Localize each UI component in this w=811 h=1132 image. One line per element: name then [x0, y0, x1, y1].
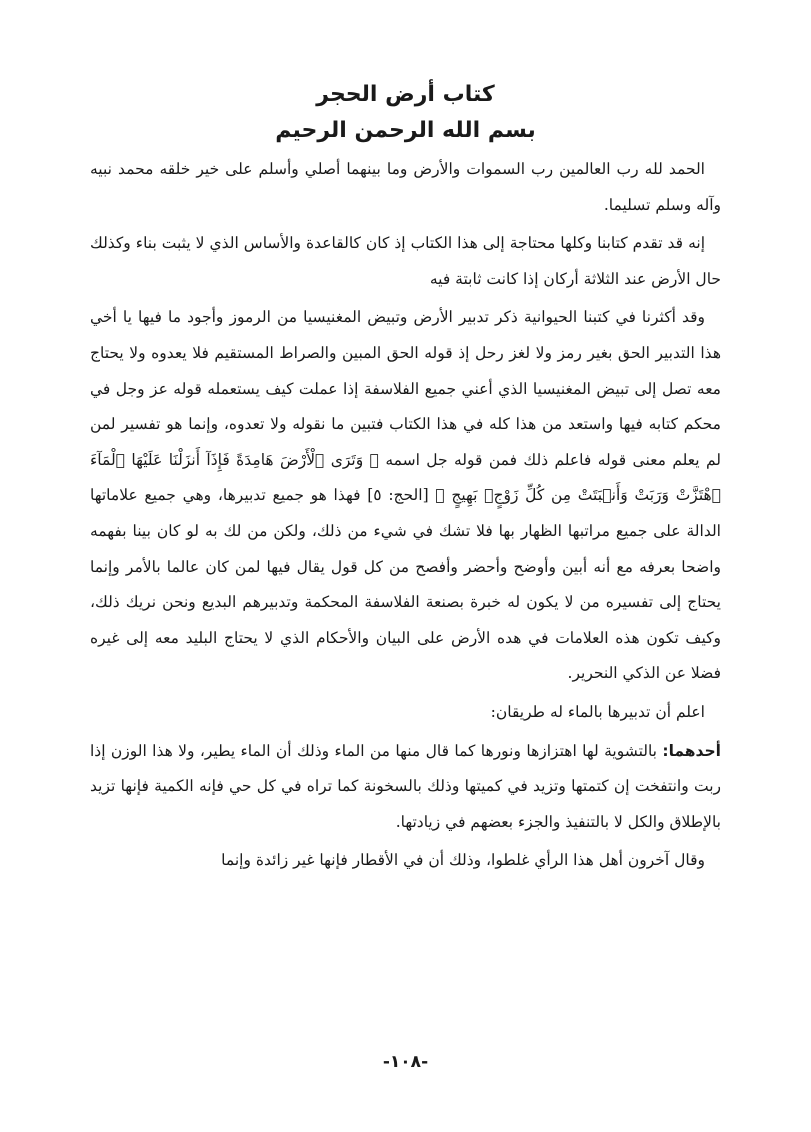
paragraph-praise: الحمد لله رب العالمين رب السموات والأرض وما بينهما أصلي وأسلم على خير خلقه محمد نبيه وآله وسلم تسليما.	[90, 160, 721, 214]
basmala-heading: بسم الله الرحمن الرحيم	[275, 118, 536, 143]
paragraph-text-before-verse: وقد أكثرنا في كتبنا الحيوانية ذكر تدبير الأرض وتبيض المغنيسيا من الرموز وأجود ما فيها يا أخي هذا التدبير الحق بغير رمز ولا لغز رحل إذ قوله الحق المبين والصراط المستقيم فلا يعدوه ولا يحتاج معه تصل إلى تبيض المغنيسيا الذي أعني جميع الفلاسفة إذا عملت كيف يستعمله قوله عز وجل في محكم كتابه فيها واستعد من هذا كله في هذا الكتاب فتبين ما نقوله ولا تعدوه، وإنما هو تفسير لمن لم يعلم معنى قوله فاعلم ذلك فمن قوله جل اسمه	[90, 308, 721, 469]
page-number: -١٠٨-	[382, 1052, 429, 1072]
first-method-text: بالتشوية لها اهتزازها ونورها كما قال منها من الماء وذلك أن الماء يطير، ولا هذا الوزن إذا ربت وانتفخت إن كتمتها وتزيد في كميتها وذلك بالسخونة كما تراه في كل حي فإنه الكمية فإنها تزيد بالإطلاق والكل لا بالتنفيذ والجزء بعضهم في زيادتها.	[90, 741, 721, 831]
book-title: كتاب أرض الحجر	[316, 82, 495, 107]
paragraph-quran-explanation	[90, 300, 721, 692]
quran-verse: ﴿ وَتَرَى ٱلْأَرْضَ هَامِدَةً فَإِذَآ أَنزَلْنَا عَلَيْهَا ٱلْمَآءَ ٱهْتَزَّتْ وَرَبَتْ وَأَنۢبَتَتْ مِن كُلِّ زَوْجٍۭ بَهِيجٍ ﴾	[90, 450, 721, 505]
paragraph-others-view: وقال آخرون أهل هذا الرأي غلطوا، وذلك أن في الأقطار فإنها غير زائدة وإنما	[221, 851, 705, 870]
paragraph-two-methods: اعلم أن تدبيرها بالماء له طريقان:	[490, 702, 705, 721]
paragraph-first-method	[90, 734, 721, 841]
paragraph-text-after-verse: [الحج: ٥] فهذا هو جميع تدبيرها، وهي جميع علاماتها الدالة على جميع مراتبها الظهار بها فلا تشك في شيء من ذلك، ولكن من لك به لو كان بينا بفهمه واضحا بعرفه مع أنه أبين وأوضح وأحضر وأفصح من كل قول يقال فيها لمن كان عالما بالأمر وإنما يحتاج إلى تفسيره من لا يكون له خبرة بصنعة الفلاسفة المحكمة وتدبيرهم البديع ونحن نريك ذلك، وكيف تكون هذه العلامات في هده الأرض على البيان والأحكام الذي لا يحتاج البليد معه إلى غيره فضلا عن الذكي النحرير.	[90, 486, 721, 683]
paragraph-introduction: إنه قد تقدم كتابنا وكلها محتاجة إلى هذا الكتاب إذ كان كالقاعدة والأساس الذي لا يثبت بناء وكذلك حال الأرض عند الثلاثة أركان إذا كانت ثابتة فيه	[90, 234, 721, 288]
first-method-label: أحدهما:	[662, 741, 721, 760]
